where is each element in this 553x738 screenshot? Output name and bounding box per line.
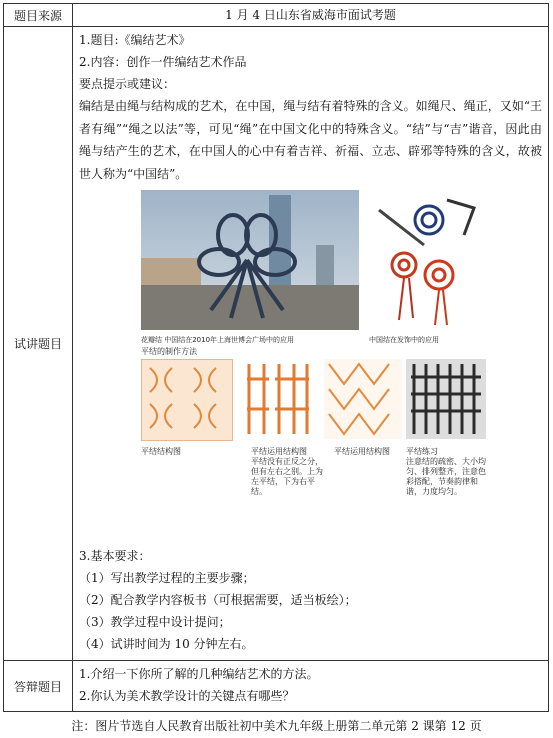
hint-body: 编结是由绳与结构成的艺术，在中国，绳与结有着特殊的含义。如绳尺、绳正，又如“王者有绳”“绳之以法”等，可见“绳”在中国文化中的特殊含义。“结”与“吉”谐音，因此由绳与结产生的艺术，在中国人的心中有着吉祥、祈福、立志、辟邪等特殊的含义，故被世人称为“中国结”。 [79, 99, 542, 181]
figure-area [79, 185, 542, 545]
plaza-knot-photo [141, 190, 359, 330]
defense-q1: 1.介绍一下你所了解的几种编结艺术的方法。 [79, 667, 319, 681]
defense-q2: 2.你认为美术教学设计的关键点有哪些？ [79, 689, 295, 703]
caption-practice: 平结练习 [406, 447, 438, 456]
practice-photo [406, 359, 486, 439]
source-value: 1 月 4 日山东省威海市面试考题 [225, 8, 396, 22]
steps-panel [141, 359, 233, 441]
trial-content [73, 27, 548, 660]
hint-title: 要点提示或建议： [79, 77, 176, 91]
header-row [4, 4, 548, 27]
caption-ornament: 中国结在发饰中的应用 [369, 336, 439, 344]
source-label: 题目来源 [4, 4, 73, 26]
requirement-4: （4）试讲时间为 10 分钟左右。 [79, 637, 254, 651]
hair-ornament-photo [369, 190, 487, 330]
requirements-title: 3.基本要求： [79, 549, 151, 563]
note-practice: 注意结的疏密、大小均匀、排列整齐，注意色彩搭配，节奏韵律和谐，力度均匀。 [406, 457, 486, 496]
caption-applied-2: 平结运用结构图 [334, 447, 390, 456]
trial-row [4, 27, 548, 661]
caption-plaza: 花瓣结 中国结在2010年上海世博会广场中的应用 [141, 336, 295, 344]
applied-structure-2 [324, 359, 402, 439]
note-applied-1: 平结没有正反之分，但有左右之别。上为左平结，下为右平结。 [251, 457, 323, 496]
defense-row [4, 661, 548, 711]
footnote: 注：图片节选自人民教育出版社初中美术九年级上册第二单元第 2 课第 12 页 [71, 719, 482, 733]
requirement-3: （3）教学过程中设计提问； [79, 615, 231, 629]
requirement-2: （2）配合教学内容板书（可根据需要，适当板绘）； [79, 593, 357, 607]
requirement-1: （1）写出教学过程的主要步骤； [79, 571, 255, 585]
caption-applied-1: 平结运用结构图 [251, 447, 307, 456]
topic-line: 1.题目:《编结艺术》 [79, 33, 191, 47]
exam-table [3, 3, 549, 712]
defense-content [73, 661, 548, 711]
steps-diagram [142, 360, 232, 440]
defense-label: 答辩题目 [4, 661, 73, 711]
caption-structure: 平结结构图 [141, 447, 181, 456]
trial-label: 试讲题目 [4, 27, 73, 660]
method-title: 平结的制作方法 [141, 347, 197, 356]
applied-structure-1 [239, 359, 317, 439]
content-line: 2.内容：创作一件编结艺术作品 [79, 55, 247, 69]
